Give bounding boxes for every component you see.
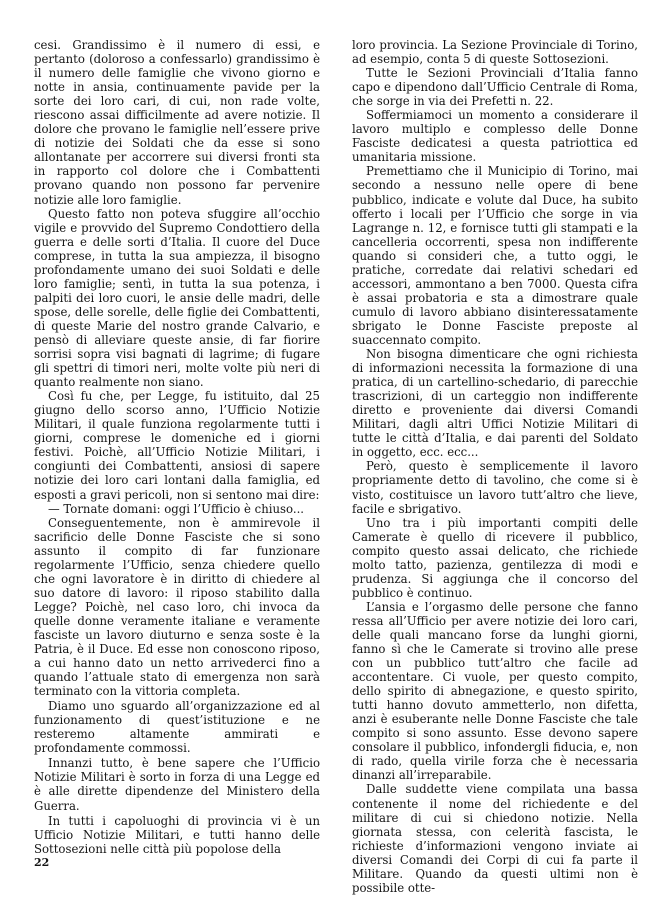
paragraph: Così fu che, per Legge, fu istituito, dal 25 giugno dello scorso anno, l’Ufficio Notizie Militari, il quale funziona regolarmente tutti i giorni, comprese le domeniche ed i giorni festivi. Poichè, all’Ufficio Notizie Militari, i congiunti dei Combattenti, ansiosi di sapere notizie dei loro cari lontani dalla famiglia, ed esposti a gravi pericoli, non si sentono mai dire: bbox=[34, 389, 320, 502]
paragraph: cesi. Grandissimo è il numero di essi, e pertanto (doloroso a confessarlo) grandissimo è il numero delle famiglie che vivono giorno e notte in ansia, continuamente pavide per la sorte dei loro cari, di cui, non rade volte, riescono assai difficilmente ad avere notizie. Il dolore che provano le famiglie nell’essere prive di notizie dei Soldati che da esse si sono allontanate per accorrere sui diversi fronti sta in rapporto col dolore che i Combattenti provano quando non possono far pervenire notizie alle loro famiglie. bbox=[34, 38, 320, 207]
paragraph: loro provincia. La Sezione Provinciale di Torino, ad esempio, conta 5 di queste Sottosezioni. bbox=[352, 38, 638, 67]
paragraph: In tutti i capoluoghi di provincia vi è un Ufficio Notizie Militari, e tutti hanno delle Sottosezioni nelle città più popolose della bbox=[34, 813, 320, 856]
paragraph: Diamo uno sguardo all’organizzazione ed al funzionamento di quest’istituzione e ne resteremo altamente ammirati e profondamente commossi. bbox=[34, 699, 320, 756]
right-column bbox=[352, 38, 638, 895]
paragraph: Questo fatto non poteva sfuggire all’occhio vigile e provvido del Supremo Condottiero della guerra e delle sorti d’Italia. Il cuore del Duce comprese, in tutta la sua ampiezza, il bisogno profondamente umano dei suoi Soldati e delle loro famiglie; sentì, in tutta la sua potenza, i palpiti dei loro cuori, le ansie delle madri, delle spose, delle sorelle, delle figlie dei Combattenti, di queste Marie del nostro grande Calvario, e pensò di alleviare queste ansie, di far fiorire sorrisi sopra visi bagnati di lagrime; di fugare gli spettri di timori neri, molte volte più neri di quanto realmente non siano. bbox=[34, 206, 320, 390]
paragraph: Conseguentemente, non è ammirevole il sacrificio delle Donne Fasciste che si sono assunto il compito di far funzionare regolarmente l’Ufficio, senza chiedere quello che ogni lavoratore è in diritto di chiedere al suo datore di lavoro: il riposo stabilito dalla Legge? Poichè, nel caso loro, chi invoca da quelle donne veramente italiane e veramente fasciste un lavoro diuturno e senza soste è la Patria, è il Duce. Ed esse non conoscono riposo, a cui hanno dato un netto arrivederci fino a quando l’attuale stato di emergenza non sarà terminato con la vittoria completa. bbox=[34, 515, 320, 699]
paragraph: Tutte le Sezioni Provinciali d’Italia fanno capo e dipendono dall’Ufficio Centrale di Roma, che sorge in via dei Prefetti n. 22. bbox=[352, 66, 638, 109]
paragraph: Dalle suddette viene compilata una bassa contenente il nome del richiedente e del militare di cui si chiedono notizie. Nella giornata stessa, con celerità fascista, le richieste d’informazioni vengono inviate ai diversi Comandi dei Corpi di cui fa parte il Militare. Quando da questi ultimi non è possibile otte- bbox=[352, 782, 638, 895]
paragraph: Non bisogna dimenticare che ogni richiesta di informazioni necessita la formazione di una pratica, di un cartellino-schedario, di parecchie trascrizioni, di un carteggio non indifferente diretto e proveniente dai diversi Comandi Militari, dagli altri Uffici Notizie Militari di tutte le città d’Italia, e dai parenti del Soldato in oggetto, ecc. ecc... bbox=[352, 347, 638, 460]
paragraph: Innanzi tutto, è bene sapere che l’Ufficio Notizie Militari è sorto in forza di una Legge ed è alle dirette dipendenze del Ministero della Guerra. bbox=[34, 756, 320, 813]
paragraph: Uno tra i più importanti compiti delle Camerate è quello di ricevere il pubblico, compito questo assai delicato, che richiede molto tatto, pazienza, gentilezza di modi e prudenza. Si aggiunga che il concorso del pubblico è continuo. bbox=[352, 515, 638, 600]
paragraph: — Tornate domani: oggi l’Ufficio è chiuso... bbox=[48, 501, 304, 516]
page-number: 22 bbox=[34, 856, 50, 869]
paragraph: Soffermiamoci un momento a considerare il lavoro multiplo e complesso delle Donne Fasciste dedicatesi a questa patriottica ed umanitaria missione. bbox=[352, 108, 638, 165]
left-column bbox=[34, 38, 320, 856]
paragraph: Premettiamo che il Municipio di Torino, mai secondo a nessuno nelle opere di bene pubblico, indicate e volute dal Duce, ha subito offerto i locali per l’Ufficio che sorge in via Lagrange n. 12, e fornisce tutti gli stampati e la cancelleria occorrenti, spesa non indifferente quando si consideri che, a tutto oggi, le pratiche, corredate dai relativi schedari ed accessori, ammontano a ben 7000. Questa cifra è assai probatoria e sta a dimostrare quale cumulo di lavoro abbiano disinteressatamente sbrigato le Donne Fasciste preposte al suaccennato compito. bbox=[352, 164, 638, 347]
paragraph: L’ansia e l’orgasmo delle persone che fanno ressa all’Ufficio per avere notizie dei loro cari, delle quali mancano forse da lunghi giorni, fanno sì che le Camerate si trovino alle prese con un pubblico tutt’altro che facile ad accontentare. Ci vuole, per questo compito, dello spirito di abnegazione, e questo spirito, tutti hanno dovuto ammetterlo, non difetta, anzi è esuberante nelle Donne Fasciste che tale compito si sono assunto. Esse devono sapere consolare il pubblico, infondergli fiducia, e, non di rado, quella virile forza che è necessaria dinanzi all’irreparabile. bbox=[352, 599, 638, 783]
paragraph: Però, questo è semplicemente il lavoro propriamente detto di tavolino, che come si è visto, costituisce un lavoro tutt’altro che lieve, facile e sbrigativo. bbox=[352, 459, 638, 516]
